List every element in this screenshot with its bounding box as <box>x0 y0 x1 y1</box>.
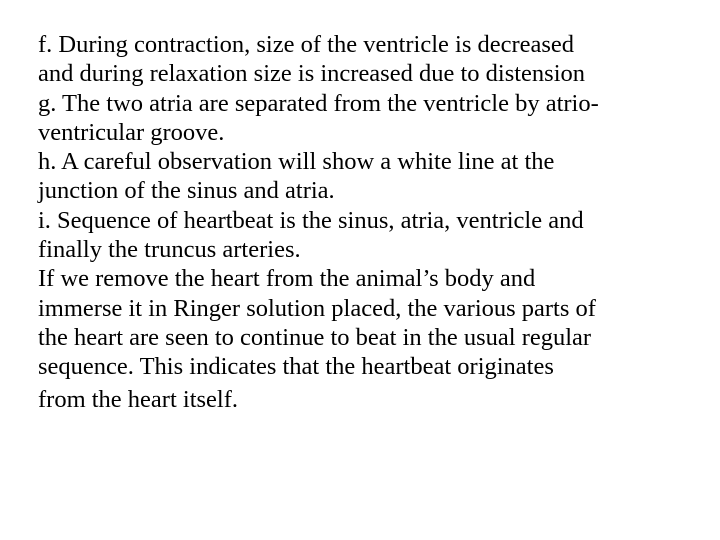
body-text <box>38 30 698 414</box>
text-line-point-h-1: h. A careful observation will show a white line at the <box>38 148 555 176</box>
text-line-paragraph-3: the heart are seen to continue to beat in the usual regular <box>38 323 592 351</box>
text-line-point-g-2: ventricular groove. <box>38 118 225 146</box>
text-line-point-h-2: junction of the sinus and atria. <box>38 177 335 205</box>
text-line-paragraph-4: sequence. This indicates that the heartbeat originates <box>38 353 554 381</box>
text-line-point-f-1: f. During contraction, size of the ventricle is decreased <box>38 31 575 58</box>
text-line-paragraph-5: from the heart itself. <box>38 385 239 413</box>
text-line-paragraph-1: If we remove the heart from the animal’s body and <box>38 265 536 293</box>
text-line-paragraph-2: immerse it in Ringer solution placed, the various parts of <box>38 294 596 322</box>
text-line-point-i-1: i. Sequence of heartbeat is the sinus, atria, ventricle and <box>38 206 584 234</box>
text-line-point-f-2: and during relaxation size is increased due to distension <box>38 60 586 88</box>
text-line-point-g-1: g. The two atria are separated from the ventricle by atrio- <box>38 89 599 117</box>
text-line-point-i-2: finally the truncus arteries. <box>38 236 301 264</box>
